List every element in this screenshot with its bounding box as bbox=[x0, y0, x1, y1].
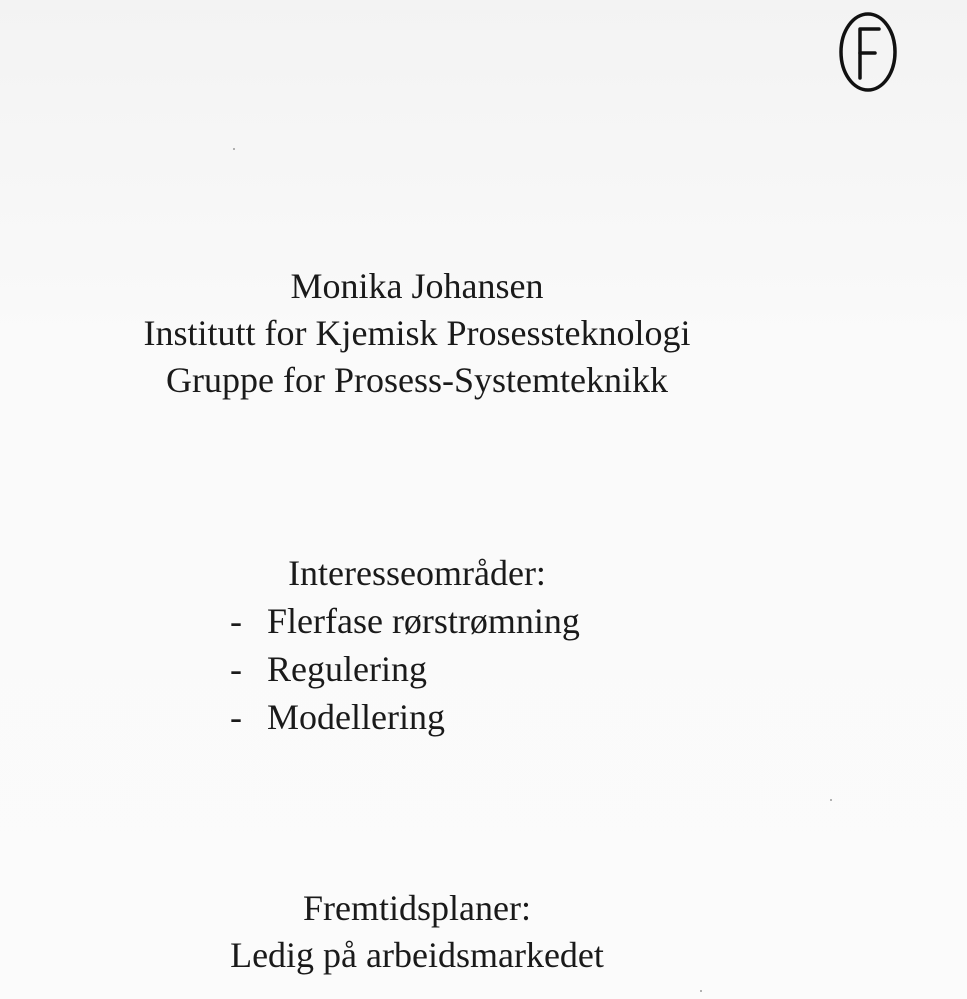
list-item-text: Modellering bbox=[267, 697, 445, 737]
interests-heading-block bbox=[0, 550, 834, 597]
author-block bbox=[0, 263, 834, 404]
list-bullet: - bbox=[230, 601, 242, 641]
handwritten-f-stamp bbox=[836, 10, 900, 94]
list-item-text: Regulering bbox=[267, 649, 427, 689]
list-bullet: - bbox=[230, 697, 242, 737]
group-name: Gruppe for Prosess-Systemteknikk bbox=[166, 360, 668, 400]
circle-letter-icon bbox=[836, 10, 900, 94]
interests-heading: Interesseområder: bbox=[288, 553, 546, 593]
list-item-text: Flerfase rørstrømning bbox=[267, 601, 580, 641]
list-bullet: - bbox=[230, 649, 242, 689]
future-plans-text: Ledig på arbeidsmarkedet bbox=[230, 935, 604, 975]
scan-speck bbox=[830, 799, 832, 801]
institute-name: Institutt for Kjemisk Prosessteknologi bbox=[143, 313, 691, 353]
future-plans-block bbox=[0, 885, 834, 979]
list-item bbox=[230, 645, 580, 693]
list-item bbox=[230, 597, 580, 645]
scan-speck bbox=[700, 990, 702, 992]
author-name: Monika Johansen bbox=[290, 266, 544, 306]
interests-list bbox=[230, 597, 580, 741]
future-plans-heading: Fremtidsplaner: bbox=[303, 888, 531, 928]
list-item bbox=[230, 693, 580, 741]
scan-speck bbox=[233, 148, 235, 150]
